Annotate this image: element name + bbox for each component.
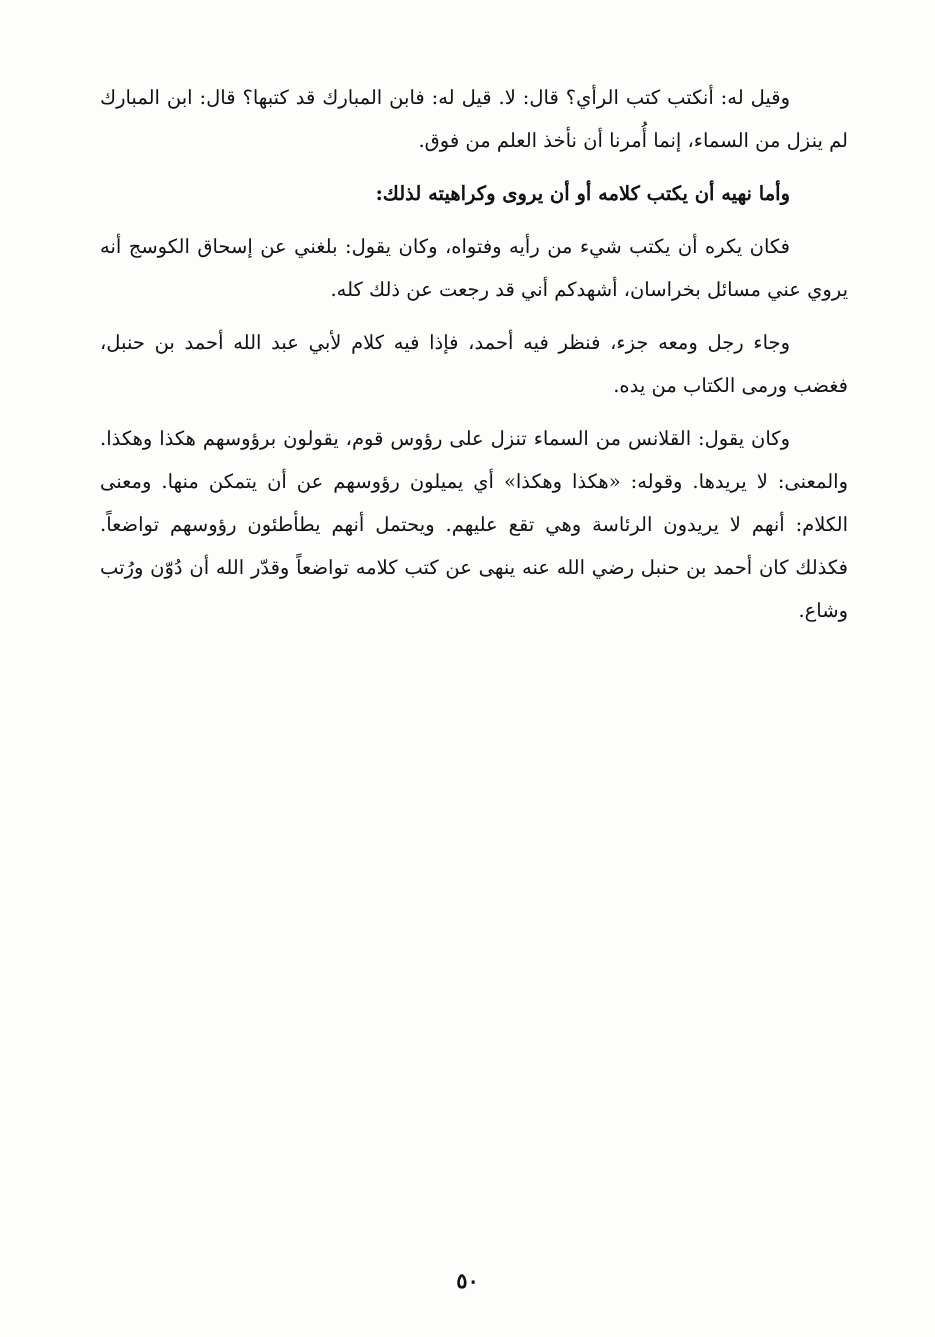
page-number: ٥٠ (456, 1268, 479, 1293)
paragraph-al-qalanis: وكان يقول: القلانس من السماء تنزل على رؤوس قوم، يقولون برؤوسهم هكذا وهكذا. والمعنى: لا يريدها. وقوله: «هكذا وهكذا» أي يميلون رؤوسهم عن أن يتمكن منها. ومعنى الكلام: أنهم لا يريدون الرئاسة وهي تقع عليهم. ويحتمل أنهم يطأطئون رؤوسهم تواضعاً. فكذلك كان أحمد بن حنبل رضي الله عنه ينهى عن كتب كلامه تواضعاً وقدّر الله أن دُوّن ورُتب وشاع. (100, 427, 848, 622)
section-heading: وأما نهيه أن يكتب كلامه أو أن يروى وكراهيته لذلك: (375, 182, 790, 205)
paragraph-ibn-al-mubarak: وقيل له: أنكتب كتب الرأي؟ قال: لا. قيل له: فابن المبارك قد كتبها؟ قال: ابن المبارك لم ينزل من السماء، إنما أُمرنا أن نأخذ العلم من فوق. (100, 86, 848, 152)
paragraph-ishaq-al-kawsaj: فكان يكره أن يكتب شيء من رأيه وفتواه، وكان يقول: بلغني عن إسحاق الكوسج أنه يروي عني مسائل بخراسان، أشهدكم أني قد رجعت عن ذلك كله. (100, 235, 848, 301)
paragraph-man-with-juz: وجاء رجل ومعه جزء، فنظر فيه أحمد، فإذا فيه كلام لأبي عبد الله أحمد بن حنبل، فغضب ورمى الكتاب من يده. (100, 331, 848, 397)
body-text (100, 76, 848, 642)
